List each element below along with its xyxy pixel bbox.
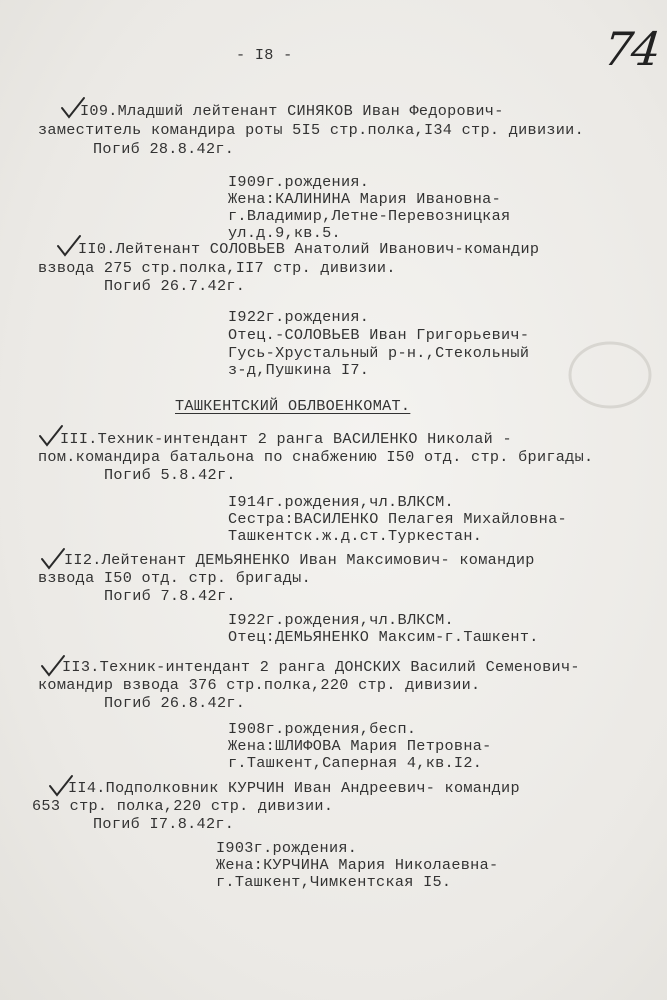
archive-sheet-number: 74 <box>601 22 662 76</box>
entry-109-birth: I909г.рождения. <box>228 173 370 191</box>
section-heading: ТАШКЕНТСКИЙ ОБЛВОЕНКОМАТ. <box>175 397 411 415</box>
entry-114-address: г.Ташкент,Чимкентская I5. <box>216 873 452 891</box>
entry-109-relative: Жена:КАЛИНИНА Мария Ивановна- <box>228 190 502 208</box>
entry-111-relative: Сестра:ВАСИЛЕНКО Пелагея Михайловна- <box>228 510 567 528</box>
entry-110-death: Погиб 26.7.42г. <box>104 277 246 295</box>
page-number: - I8 - <box>236 46 293 64</box>
entry-110-relative: Отец.-СОЛОВЬЕВ Иван Григорьевич- <box>228 326 530 344</box>
entry-112-relative: Отец:ДЕМЬЯНЕНКО Максим-г.Ташкент. <box>228 628 539 646</box>
entry-110-address: Гусь-Хрустальный р-н.,Стекольный <box>228 344 530 362</box>
entry-109-position: заместитель командира роты 5I5 стр.полка,I34 стр. дивизии. <box>38 121 585 139</box>
entry-110-address-2: з-д,Пушкина I7. <box>228 361 370 379</box>
entry-114-birth: I903г.рождения. <box>216 839 358 857</box>
entry-113-birth: I908г.рождения,бесп. <box>228 720 417 738</box>
entry-111-address: Ташкентск.ж.д.ст.Туркестан. <box>228 527 483 545</box>
entry-109-title: I09.Младший лейтенант СИНЯКОВ Иван Федорович- <box>80 102 504 120</box>
entry-114-death: Погиб I7.8.42г. <box>93 815 235 833</box>
entry-110-title: II0.Лейтенант СОЛОВЬЕВ Анатолий Иванович-командир <box>78 240 540 258</box>
entry-110-birth: I922г.рождения. <box>228 308 370 326</box>
entry-112-birth: I922г.рождения,чл.ВЛКСМ. <box>228 611 454 629</box>
entry-113-title: II3.Техник-интендант 2 ранга ДОНСКИХ Василий Семенович- <box>62 658 580 676</box>
entry-109-address-2: ул.д.9,кв.5. <box>228 224 341 242</box>
entry-113-relative: Жена:ШЛИФОВА Мария Петровна- <box>228 737 492 755</box>
faint-stamp-mark <box>560 330 660 420</box>
entry-110-position: взвода 275 стр.полка,II7 стр. дивизии. <box>38 259 396 277</box>
entry-113-address: г.Ташкент,Саперная 4,кв.I2. <box>228 754 483 772</box>
entry-112-position: взвода I50 отд. стр. бригады. <box>38 569 312 587</box>
entry-111-birth: I914г.рождения,чл.ВЛКСМ. <box>228 493 454 511</box>
entry-114-relative: Жена:КУРЧИНА Мария Николаевна- <box>216 856 499 874</box>
entry-113-position: командир взвода 376 стр.полка,220 стр. дивизии. <box>38 676 481 694</box>
entry-111-death: Погиб 5.8.42г. <box>104 466 236 484</box>
entry-114-title: II4.Подполковник КУРЧИН Иван Андреевич- командир <box>68 779 520 797</box>
entry-112-death: Погиб 7.8.42г. <box>104 587 236 605</box>
entry-109-death: Погиб 28.8.42г. <box>93 140 235 158</box>
entry-113-death: Погиб 26.8.42г. <box>104 694 246 712</box>
checkmark-icon <box>40 547 66 571</box>
entry-114-position: 653 стр. полка,220 стр. дивизии. <box>32 797 334 815</box>
entry-112-title: II2.Лейтенант ДЕМЬЯНЕНКО Иван Максимович- командир <box>64 551 535 569</box>
entry-111-position: пом.командира батальона по снабжению I50 отд. стр. бригады. <box>38 448 594 466</box>
entry-111-title: III.Техник-интендант 2 ранга ВАСИЛЕНКО Николай - <box>60 430 512 448</box>
entry-109-address: г.Владимир,Летне-Перевозницкая <box>228 207 511 225</box>
